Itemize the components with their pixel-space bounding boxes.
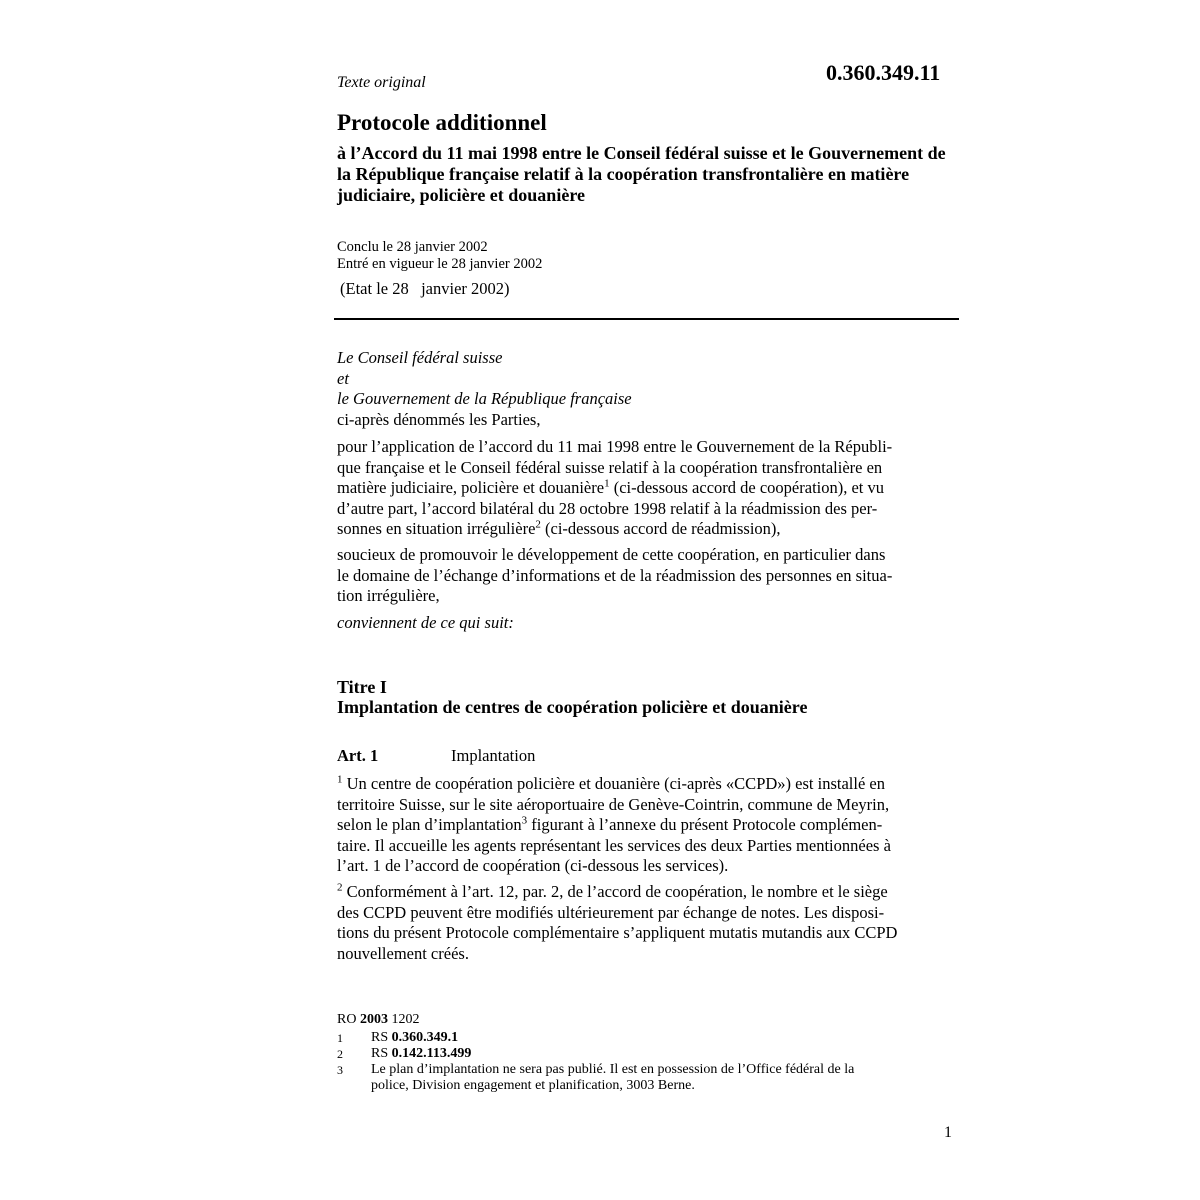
footnote-text — [371, 1046, 941, 1062]
preamble-party-2: le Gouvernement de la République française — [337, 389, 632, 408]
paragraph-line: pour l’application de l’accord du 11 mai 1998 entre le Gouvernement de la Républi- — [337, 437, 893, 456]
ro-page: 1202 — [391, 1012, 420, 1027]
line-segment: matière judiciaire, policière et douanière — [337, 478, 605, 497]
footnote-number: 2 — [337, 1047, 343, 1061]
footnote-ref[interactable]: 0.360.349.1 — [391, 1030, 459, 1045]
preamble-soucieux-paragraph — [337, 545, 955, 607]
paragraph-line: que française et le Conseil fédéral suisse relatif à la coopération transfrontalière en — [337, 457, 883, 477]
line-segment: Conformément à l’art. 12, par. 2, de l’accord de coopération, le nombre et le siège — [346, 882, 888, 901]
header-divider — [334, 318, 959, 320]
footnote-ref-2[interactable]: 2 — [535, 518, 541, 531]
paragraph-number: 1 — [337, 773, 343, 786]
article-title: Implantation — [451, 746, 536, 765]
section-heading: Implantation de centres de coopération policière et douanière — [337, 697, 808, 717]
line-segment: Un centre de coopération policière et douanière (ci-après «CCPD») est installé en — [346, 774, 885, 793]
status-date: (Etat le 28 janvier 2002) — [340, 279, 510, 298]
document-number: 0.360.349.11 — [826, 60, 941, 85]
footnote-number: 3 — [337, 1063, 343, 1077]
article-paragraph-1 — [337, 774, 955, 877]
footnote-prefix: RS — [371, 1046, 389, 1061]
footnote-prefix: RS — [371, 1030, 389, 1045]
footnote-text — [371, 1062, 941, 1094]
footnote-text — [371, 1030, 941, 1046]
article-paragraph-2 — [337, 882, 955, 964]
paragraph-number: 2 — [337, 881, 343, 894]
page-subtitle: à l’Accord du 11 mai 1998 entre le Conseil fédéral suisse et le Gouvernement de la République française relatif à la coopération transfrontalière en matière judiciaire, policière et douanière — [337, 143, 946, 205]
concluded-date: Conclu le 28 janvier 2002 — [337, 239, 488, 255]
article-number: Art. 1 — [337, 746, 379, 765]
paragraph-line: tions du présent Protocole complémentaire s’appliquent mutatis mutandis aux CCPD — [337, 923, 898, 942]
paragraph-line: l’art. 1 de l’accord de coopération (ci-dessous les services). — [337, 856, 729, 875]
line-segment: selon le plan d’implantation — [337, 815, 522, 834]
paragraph-line — [337, 478, 955, 499]
line-segment: (ci-dessous accord de coopération), et vu — [613, 478, 885, 497]
footnote-ref[interactable]: 0.142.113.499 — [391, 1046, 472, 1061]
texte-original-label: Texte original — [337, 74, 426, 91]
line-segment: (ci-dessous accord de réadmission), — [545, 519, 781, 538]
footnote-line: Le plan d’implantation ne sera pas publié. Il est en possession de l’Office fédéral de la — [371, 1062, 855, 1077]
ro-year: 2003 — [359, 1012, 388, 1027]
paragraph-line: territoire Suisse, sur le site aéroportuaire de Genève-Cointrin, commune de Meyrin, — [337, 794, 890, 814]
paragraph-line — [337, 774, 955, 795]
preamble-convenant: conviennent de ce qui suit: — [337, 613, 514, 632]
preamble-named: ci-après dénommés les Parties, — [337, 410, 541, 429]
section-label: Titre I — [337, 677, 387, 697]
ro-prefix: RO — [337, 1012, 357, 1027]
paragraph-line: taire. Il accueille les agents représentant les services des deux Parties mentionnées à — [337, 835, 891, 855]
paragraph-line — [337, 815, 955, 836]
paragraph-line — [337, 519, 955, 540]
paragraph-line: soucieux de promouvoir le développement de cette coopération, en particulier dans — [337, 545, 886, 564]
paragraph-line: tion irrégulière, — [337, 586, 440, 605]
paragraph-line — [337, 882, 955, 903]
page-number: 1 — [944, 1124, 952, 1141]
paragraph-line: des CCPD peuvent être modifiés ultérieurement par échange de notes. Les disposi- — [337, 902, 885, 922]
footnote-number: 1 — [337, 1031, 343, 1045]
footnote-ref-3[interactable]: 3 — [521, 814, 528, 827]
footnote-line: police, Division engagement et planification, 3003 Berne. — [371, 1078, 695, 1093]
official-collection-ref — [337, 1012, 419, 1028]
paragraph-line: le domaine de l’échange d’informations et de la réadmission des personnes en situa- — [337, 565, 893, 585]
line-segment: sonnes en situation irrégulière — [337, 519, 536, 538]
page-title: Protocole additionnel — [337, 110, 547, 135]
line-segment: figurant à l’annexe du présent Protocole complémen- — [531, 815, 883, 834]
in-force-date: Entré en vigueur le 28 janvier 2002 — [337, 256, 543, 272]
paragraph-line: nouvellement créés. — [337, 943, 469, 963]
footnote-ref-1[interactable]: 1 — [604, 477, 610, 490]
paragraph-line: d’autre part, l’accord bilatéral du 28 octobre 1998 relatif à la réadmission des per- — [337, 498, 878, 518]
preamble-and: et — [337, 369, 349, 388]
preamble-party-1: Le Conseil fédéral suisse — [337, 348, 503, 367]
preamble-application-paragraph — [337, 437, 955, 540]
